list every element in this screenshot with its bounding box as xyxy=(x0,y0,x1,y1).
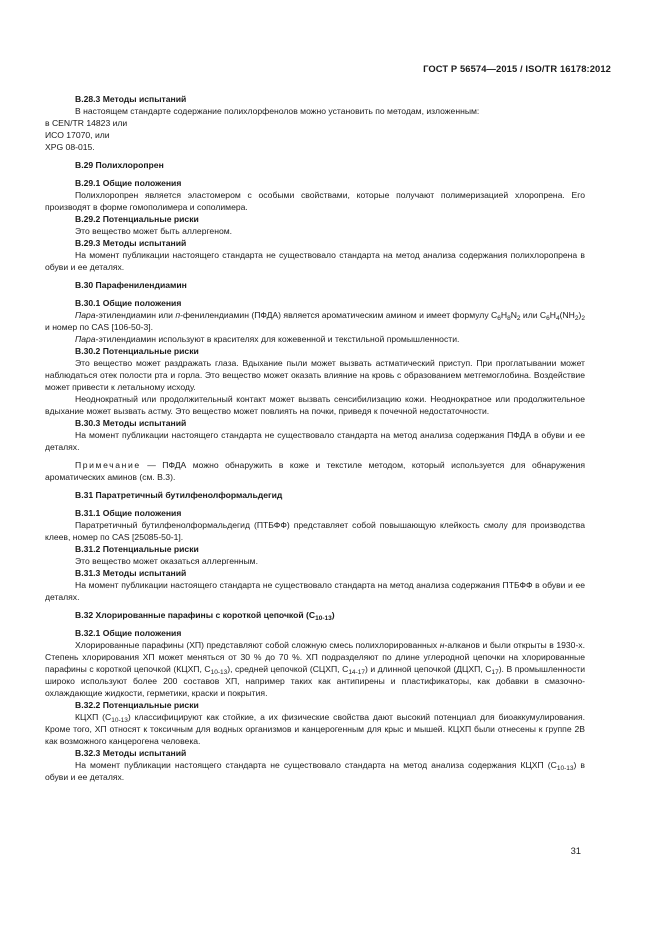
paragraph: На момент публикации настоящего стандарта не существовало стандарта на метод анализа содержания полихлоропрена в обуви и ее деталях. xyxy=(45,250,585,272)
section-title-b30: В.30 Парафенилендиамин xyxy=(75,280,187,290)
paragraph-formula: Пара-этилендиамин или п-фенилендиамин (ПФДА) является ароматическим амином и имеет формулу $C_6H_8N_2$ или $C_6H_4(NH_2)_2$ и номер по CAS [106-50-3]. xyxy=(45,310,586,332)
heading-b29-2: В.29.2 Потенциальные риски xyxy=(75,214,199,224)
section-title-b29: В.29 Полихлоропрен xyxy=(75,160,164,170)
method-item: XPG 08-015. xyxy=(45,142,95,152)
note: Примечание — ПФДА можно обнаружить в коже и текстиле методом, который используется для обнаружения ароматических аминов (см. В.3). xyxy=(45,460,585,482)
heading-b29-1: В.29.1 Общие положения xyxy=(75,178,182,188)
document-body xyxy=(45,93,585,783)
paragraph: На момент публикации настоящего стандарта не существовало стандарта на метод анализа содержания ПФДА в обуви и ее деталях. xyxy=(45,430,585,452)
heading-b32-3: В.32.3 Методы испытаний xyxy=(75,748,187,758)
paragraph: Полихлоропрен является эластомером с особыми свойствами, которые получают полимеризацией хлоропрена. Его производят в форме гомополимера и сополимера. xyxy=(45,190,585,212)
heading-b32-2: В.32.2 Потенциальные риски xyxy=(75,700,199,710)
paragraph: На момент публикации настоящего стандарта не существовало стандарта на метод анализа содержания КЦХП $(C_{10-13})$ в обуви и ее деталях. xyxy=(45,760,585,782)
section-title-b32: В.32 Хлорированные парафины с короткой цепочкой $(C_{10-13})$ xyxy=(75,610,335,622)
heading-b28-3: В.28.3 Методы испытаний xyxy=(75,94,187,104)
heading-b31-1: В.31.1 Общие положения xyxy=(75,508,182,518)
heading-b30-1: В.30.1 Общие положения xyxy=(75,298,182,308)
paragraph: В настоящем стандарте содержание полихлорфенолов можно установить по методам, изложенным: xyxy=(75,106,480,116)
paragraph: Это вещество может оказаться аллергенным. xyxy=(75,556,258,566)
paragraph: Неоднократный или продолжительный контакт может вызвать сенсибилизацию кожи. Неоднократное или продолжительное вдыхание может вызвать астму. Это вещество может повлиять на почки, приведя к почечной недостаточности. xyxy=(45,394,585,416)
heading-b30-2: В.30.2 Потенциальные риски xyxy=(75,346,199,356)
document-header: ГОСТ Р 56574—2015 / ISO/TR 16178:2012 xyxy=(423,63,611,74)
heading-b31-3: В.31.3 Методы испытаний xyxy=(75,568,187,578)
paragraph: Хлорированные парафины (ХП) представляют собой сложную смесь полихлорированных н-алканов и были открыты в 1930-х. Степень хлорирования ХП может меняться от 30 % до 70 %. ХП подразделяют по длине углеродной цепочки на хлорированные парафины с короткой цепочкой (КЦХП, $C_{10-13}$), средней цепочкой (СЦХП, $C_{14-17}$) и длинной цепочкой (ДЦХП, $C_{17}$). В промышленности широко используют более 200 составов ХП, например таких как антипирены и пластификаторы, как добавки в смазочно-охлаждающие жидкости, герметики, краски и покрытия. xyxy=(45,640,586,698)
section-title-b31: В.31 Паратретичный бутилфенолформальдегид xyxy=(75,490,283,500)
heading-b32-1: В.32.1 Общие положения xyxy=(75,628,182,638)
heading-b30-3: В.30.3 Методы испытаний xyxy=(75,418,187,428)
note-label: Примечание xyxy=(75,460,141,470)
heading-b31-2: В.31.2 Потенциальные риски xyxy=(75,544,199,554)
paragraph: На момент публикации настоящего стандарта не существовало стандарта на метод анализа содержания ПТБФФ в обуви и ее деталях. xyxy=(45,580,585,602)
paragraph: КЦХП $(C_{10-13})$ классифицируют как стойкие, а их физические свойства дают высокий потенциал для биоаккумулирования. Кроме того, ХП относят к токсичным для водных организмов и канцерогенным для крыс и мышей. КЦХП были отнесены к группе 2В как возможного канцерогена человека. xyxy=(45,712,586,746)
paragraph: Это вещество может раздражать глаза. Вдыхание пыли может вызвать астматический приступ. При проглатывании может наблюдаться отек полости рта и горла. Это вещество может оказать влияние на кровь с образованием метгемоглобина. Воздействие может привести к летальному исходу. xyxy=(45,358,585,392)
paragraph: Это вещество может быть аллергеном. xyxy=(75,226,233,236)
method-item: ИСО 17070, или xyxy=(45,130,110,140)
page-number: 31 xyxy=(570,845,581,856)
paragraph: Пара-этилендиамин используют в красителях для кожевенной и текстильной промышленности. xyxy=(75,334,460,344)
heading-b29-3: В.29.3 Методы испытаний xyxy=(75,238,187,248)
paragraph: Паратретичный бутилфенолформальдегид (ПТБФФ) представляет собой повышающую клейкость смолу для производства клеев, номер по CAS [25085-50-1]. xyxy=(45,520,585,542)
method-item: в CEN/TR 14823 или xyxy=(45,118,128,128)
